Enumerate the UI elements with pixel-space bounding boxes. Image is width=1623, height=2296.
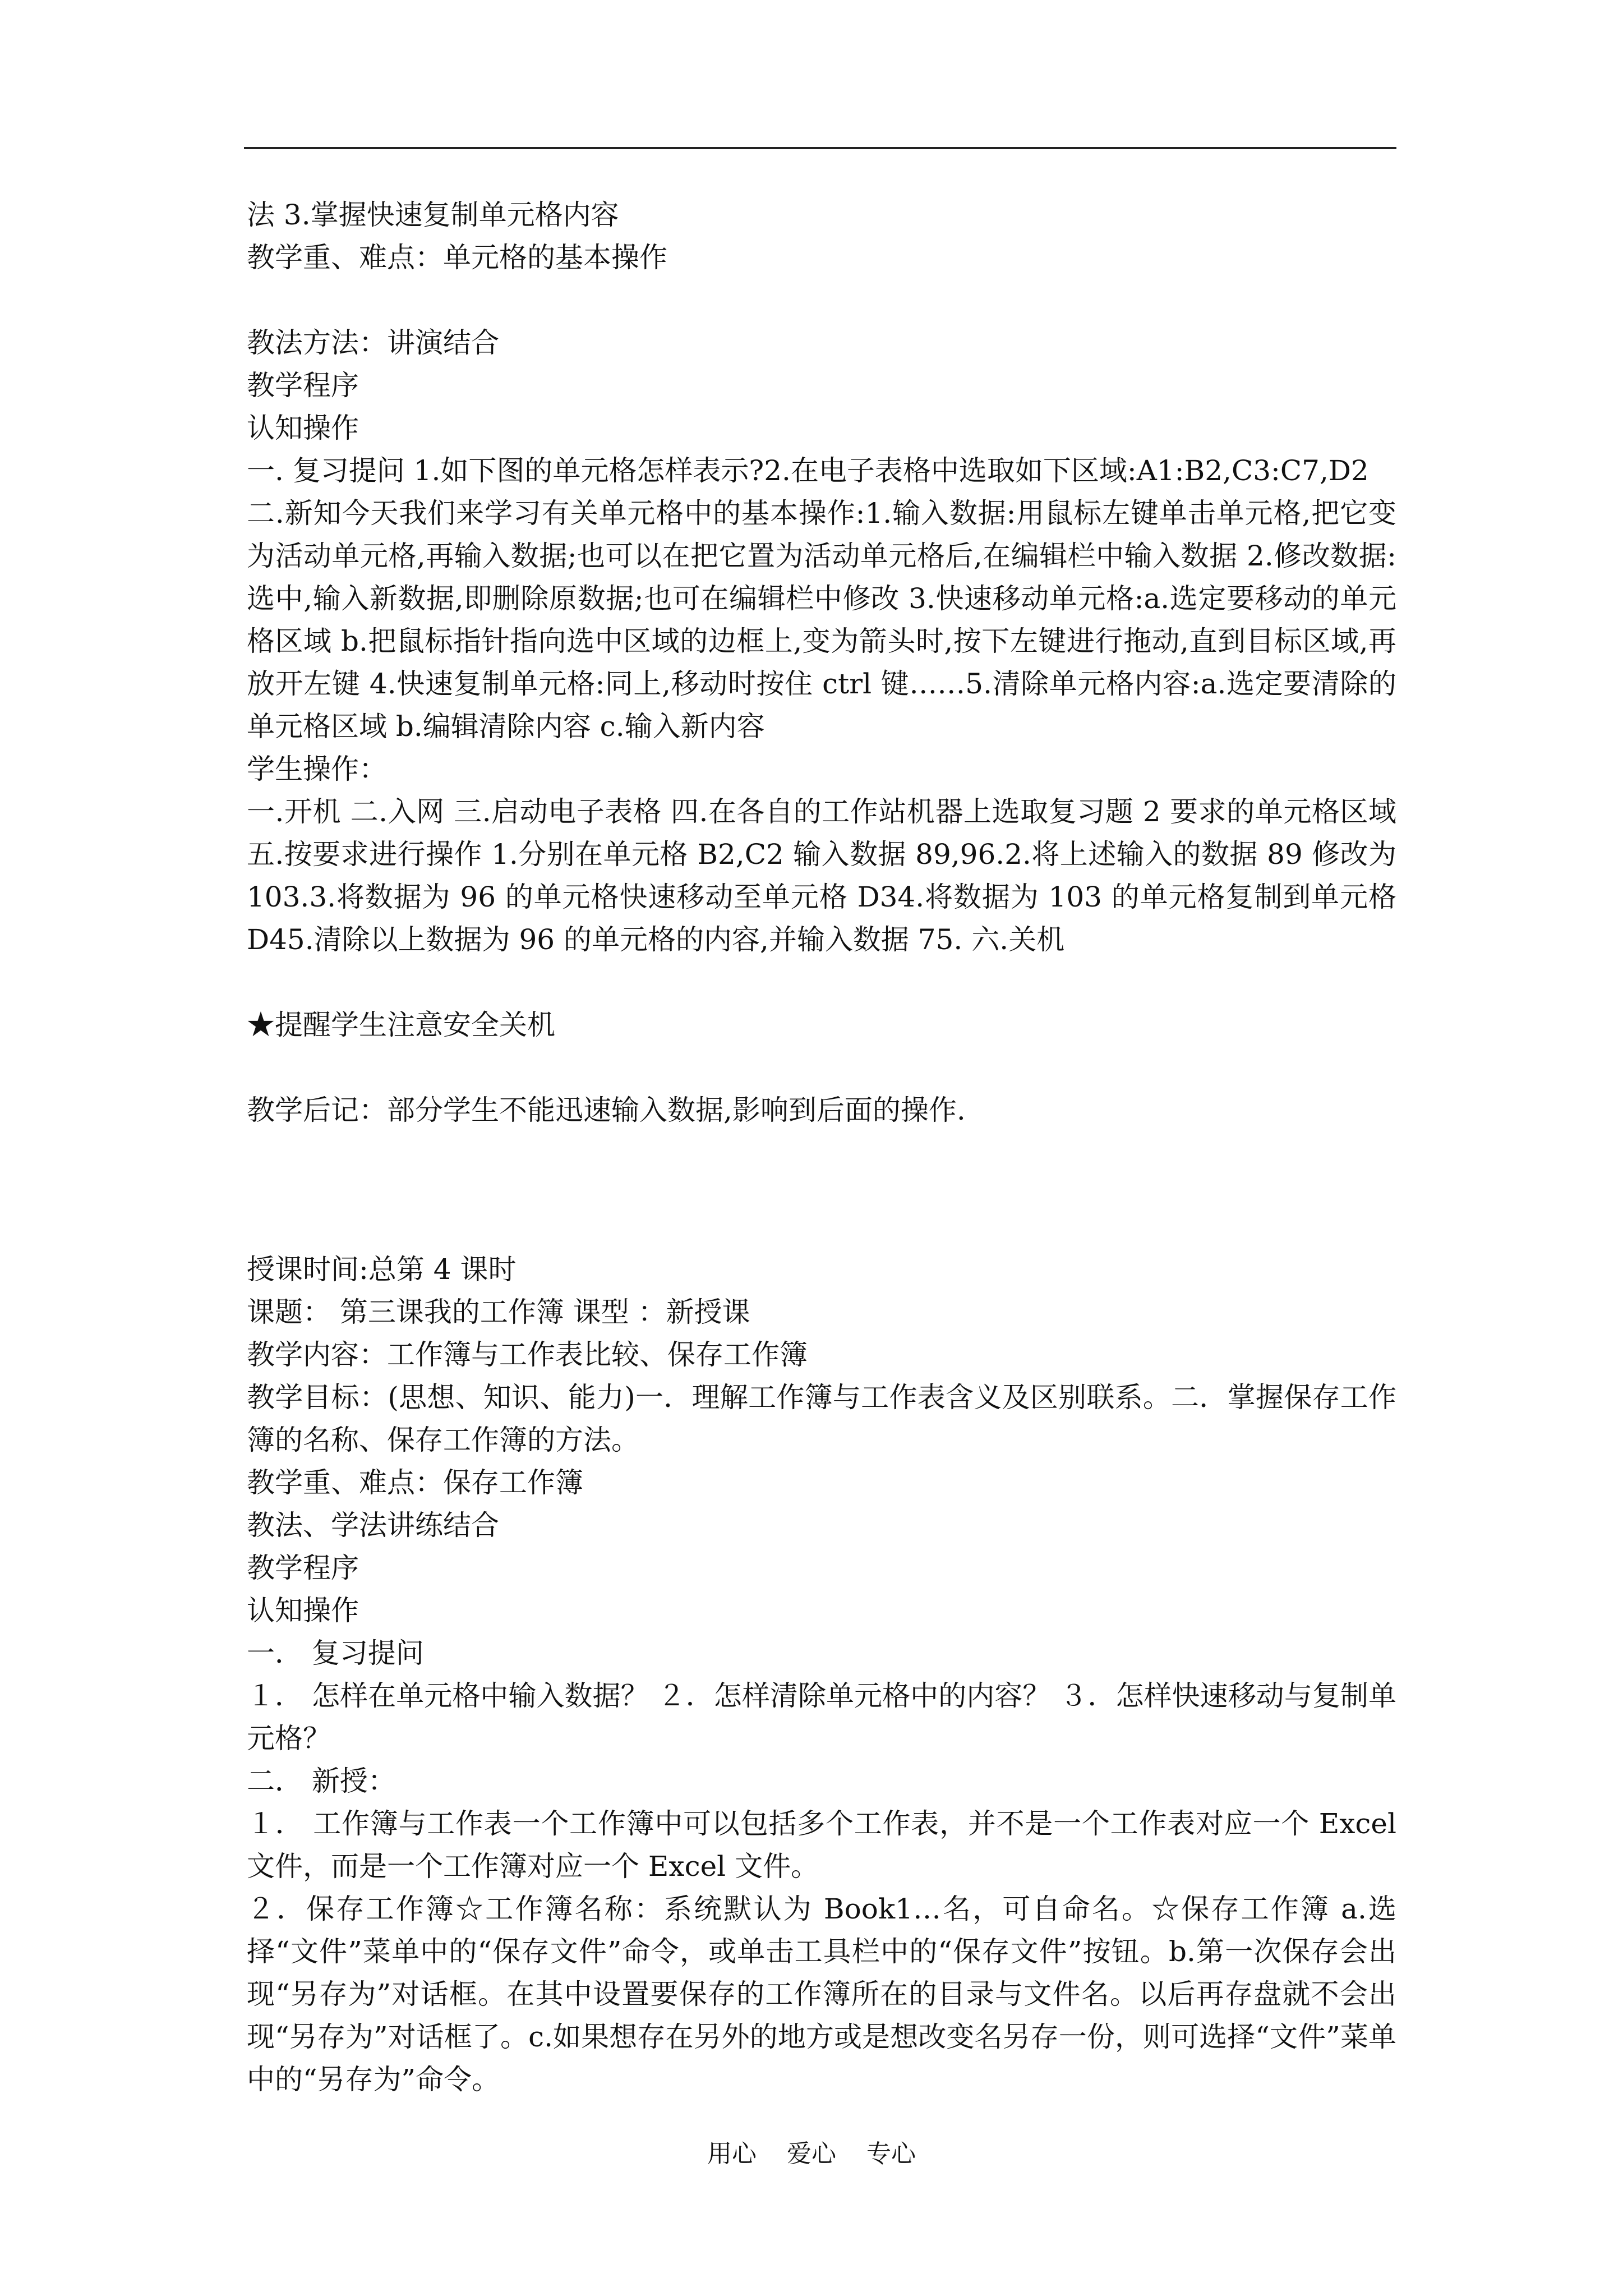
paragraph: 一. 复习提问 1.如下图的单元格怎样表示?2.在电子表格中选取如下区域:A1:B2,C3:C7,D2 <box>247 454 1369 487</box>
header-rule <box>244 147 1396 149</box>
paragraph: 教学程序 <box>247 1552 359 1584</box>
paragraph: 教学内容：工作簿与工作表比较、保存工作簿 <box>247 1338 808 1371</box>
paragraph: 教学目标：(思想、知识、能力)一．理解工作簿与工作表含义及区别联系。二．掌握保存工作簿的名称、保存工作簿的方法。 <box>247 1381 1396 1456</box>
paragraph: 授课时间:总第 4 课时 <box>247 1253 517 1286</box>
paragraph: 教学后记：部分学生不能迅速输入数据,影响到后面的操作. <box>247 1094 966 1126</box>
paragraph: 学生操作： <box>247 753 387 785</box>
paragraph: ★提醒学生注意安全关机 <box>247 1009 555 1041</box>
paragraph: 认知操作 <box>247 1594 359 1627</box>
document-body <box>247 194 1396 2101</box>
paragraph: 法 3.掌握快速复制单元格内容 <box>247 199 619 231</box>
paragraph: 二.新知今天我们来学习有关单元格中的基本操作:1.输入数据:用鼠标左键单击单元格,把它变为活动单元格,再输入数据;也可以在把它置为活动单元格后,在编辑栏中输入数据 2.修改数据:选中,输入新数据,即删除原数据;也可在编辑栏中修改 3.快速移动单元格:a.选定要移动的单元格区域 b.把鼠标指针指向选中区域的边框上,变为箭头时,按下左键进行拖动,直到目标区域,再放开左键 4.快速复制单元格:同上,移动时按住 ctrl 键……5.清除单元格内容:a.选定要清除的单元格区域 b.编辑清除内容 c.输入新内容 <box>247 497 1396 743</box>
blank-line <box>247 1131 1396 1205</box>
paragraph: 一.开机 二.入网 三.启动电子表格 四.在各自的工作站机器上选取复习题 2 要求的单元格区域 五.按要求进行操作 1.分别在单元格 B2,C2 输入数据 89,96.2.将上述输入的数据 89 修改为 103.3.将数据为 96 的单元格快速移动至单元格 D34.将数据为 103 的单元格复制到单元格 D45.清除以上数据为 96 的单元格的内容,并输入数据 75. 六.关机 <box>247 795 1396 956</box>
blank-line <box>247 1205 1396 1248</box>
blank-line <box>247 961 1396 1004</box>
paragraph: 教学重、难点：单元格的基本操作 <box>247 241 667 274</box>
page-footer: 用心 爱心 专心 <box>707 2139 916 2168</box>
paragraph: １． 怎样在单元格中输入数据？ ２．怎样清除单元格中的内容？ ３．怎样快速移动与复制单元格？ <box>247 1680 1396 1755</box>
paragraph: １． 工作簿与工作表一个工作簿中可以包括多个工作表，并不是一个工作表对应一个 Excel 文件，而是一个工作簿对应一个 Excel 文件。 <box>247 1807 1396 1883</box>
paragraph: 二． 新授： <box>247 1765 396 1797</box>
paragraph: 教法、学法讲练结合 <box>247 1509 499 1542</box>
blank-line <box>247 1046 1396 1089</box>
paragraph: 一． 复习提问 <box>247 1637 424 1669</box>
paragraph: 课题： 第三课我的工作簿 课型 ：新授课 <box>247 1296 750 1328</box>
paragraph: 教学程序 <box>247 369 359 402</box>
paragraph: 教学重、难点：保存工作簿 <box>247 1466 583 1499</box>
paragraph: ２．保存工作簿☆工作簿名称：系统默认为 Book1…名，可自命名。☆保存工作簿 a.选择“文件”菜单中的“保存文件”命令，或单击工具栏中的“保存文件”按钮。b.第一次保存会出现“另存为”对话框。在其中设置要保存的工作簿所在的目录与文件名。以后再存盘就不会出现“另存为”对话框了。c.如果想存在另外的地方或是想改变名另存一份，则可选择“文件”菜单中的“另存为”命令。 <box>247 1893 1396 2096</box>
paragraph: 教法方法：讲演结合 <box>247 326 499 359</box>
blank-line <box>247 279 1396 321</box>
paragraph: 认知操作 <box>247 412 359 444</box>
